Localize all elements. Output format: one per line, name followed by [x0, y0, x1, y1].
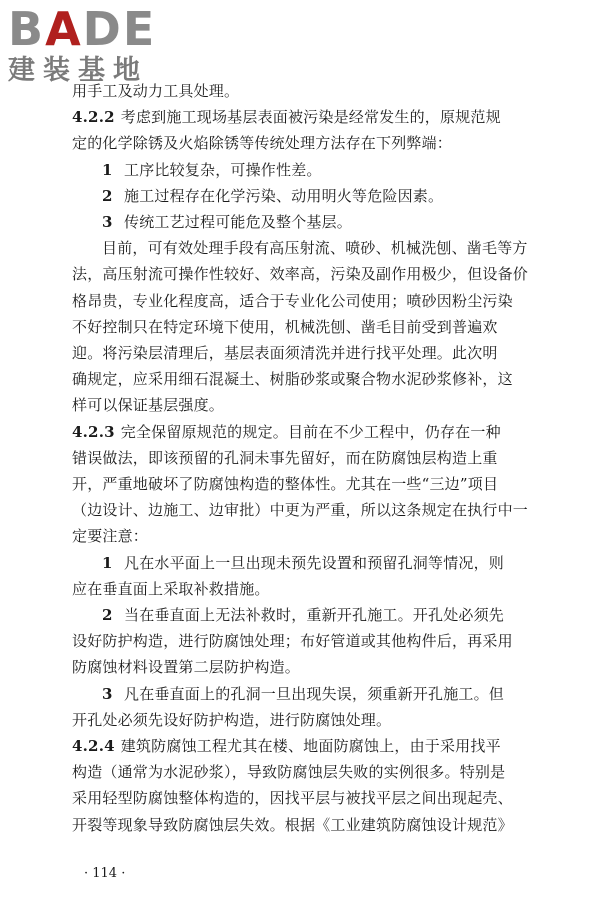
list-item: 3 凡在垂直面上的孔洞一旦出现失误，须重新开孔施工。但 — [102, 684, 505, 703]
section-4-2-2: 4.2.2 考虑到施工现场基层表面被污染是经常发生的，原规范规 — [72, 108, 501, 127]
text-line: 定要注意： — [72, 527, 149, 546]
section-number: 4.2.4 — [72, 737, 115, 756]
text-line: 迎。将污染层清理后，基层表面须清洗并进行找平处理。此次明 — [72, 344, 498, 363]
text-line: 采用轻型防腐蚀整体构造的，因找平层与被找平层之间出现起壳、 — [72, 789, 513, 808]
text-line: 开，严重地破坏了防腐蚀构造的整体性。尤其在一些“三边”项目 — [72, 475, 499, 494]
section-number: 4.2.2 — [72, 108, 115, 127]
text-line: 开孔处必须先设好防护构造，进行防腐蚀处理。 — [72, 710, 392, 729]
section-number: 4.2.3 — [72, 422, 115, 441]
text-line: 设好防护构造，进行防腐蚀处理；布好管道或其他构件后，再采用 — [72, 632, 513, 651]
logo-subtitle: 建装基地 — [8, 55, 148, 86]
list-item: 1 工序比较复杂，可操作性差。 — [102, 160, 322, 179]
section-4-2-3: 4.2.3 完全保留原规范的规定。目前在不少工程中，仍存在一种 — [72, 422, 501, 441]
text-line: 错误做法，即该预留的孔洞未事先留好，而在防腐蚀层构造上重 — [72, 448, 498, 467]
text-line: 不好控制只在特定环境下使用，机械洗刨、凿毛目前受到普遍欢 — [72, 317, 498, 336]
logo-wordmark: BADE — [8, 2, 157, 56]
text-line: 构造（通常为水泥砂浆），导致防腐蚀层失败的实例很多。特别是 — [72, 763, 506, 782]
list-item: 1 凡在水平面上一旦出现未预先设置和预留孔洞等情况，则 — [102, 553, 505, 572]
text-line: 定的化学除锈及火焰除锈等传统处理方法存在下列弊端： — [72, 134, 453, 153]
list-item: 2 当在垂直面上无法补救时，重新开孔施工。开孔处必须先 — [102, 606, 505, 625]
text-line: （边设计、边施工、边审批）中更为严重，所以这条规定在执行中一 — [72, 501, 529, 520]
list-item: 3 传统工艺过程可能危及整个基层。 — [102, 213, 353, 232]
text-line: 防腐蚀材料设置第二层防护构造。 — [72, 658, 301, 677]
text-line: 应在垂直面上采取补救措施。 — [72, 579, 270, 598]
document-body — [72, 78, 552, 838]
text-line: 目前，可有效处理手段有高压射流、喷砂、机械洗刨、凿毛等方 — [102, 239, 528, 258]
text-line: 用手工及动力工具处理。 — [72, 82, 240, 100]
text-line: 确规定，应采用细石混凝土、树脂砂浆或聚合物水泥砂浆修补，这 — [72, 370, 513, 389]
text-line: 法，高压射流可操作性较好、效率高，污染及副作用极少，但设备价 — [72, 265, 529, 284]
text-line: 样可以保证基层强度。 — [72, 396, 225, 415]
page-number: · 114 · — [84, 866, 126, 881]
brand-logo — [8, 4, 178, 86]
section-4-2-4: 4.2.4 建筑防腐蚀工程尤其在楼、地面防腐蚀上，由于采用找平 — [72, 737, 501, 756]
text-line: 格昂贵，专业化程度高，适合于专业化公司使用；喷砂因粉尘污染 — [72, 291, 513, 310]
text-line: 开裂等现象导致防腐蚀层失效。根据《工业建筑防腐蚀设计规范》 — [72, 815, 513, 834]
list-item: 2 施工过程存在化学污染、动用明火等危险因素。 — [102, 186, 444, 205]
